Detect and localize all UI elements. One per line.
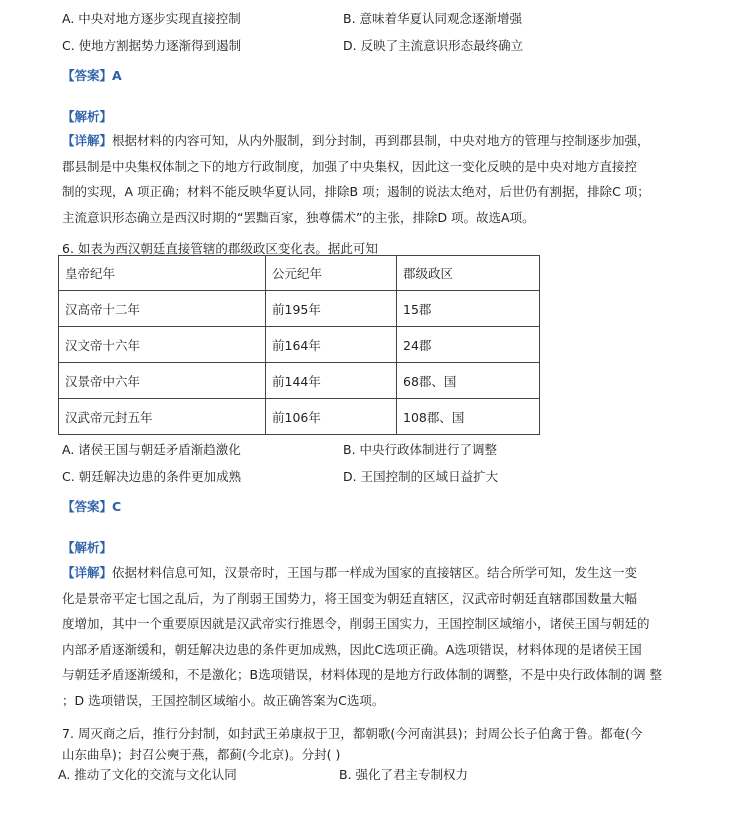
table-cell: 68郡、国	[397, 363, 540, 399]
q5-option-b: B. 意味着华夏认同观念逐渐增强	[343, 11, 523, 26]
q5-detail-line: 郡县制是中央集权体制之下的地方行政制度，加强了中央集权，因此这一变化反映的是中央对地方直接控	[62, 158, 638, 174]
q6-detail-line: 依据材料信息可知，汉景帝时，王国与郡一样成为国家的直接辖区。结合所学可知，发生这一变	[112, 565, 638, 580]
q7-stem-line: 7. 周灭商之后，推行分封制，如封武王弟康叔于卫，都朝歌(今河南淇县)；封周公长子伯禽于鲁。都奄(今	[62, 726, 643, 741]
q6-option-c: C. 朝廷解决边患的条件更加成熟	[62, 469, 242, 484]
q7-option-b: B. 强化了君主专制权力	[339, 767, 469, 782]
table-row	[59, 363, 540, 399]
q5-option-d: D. 反映了主流意识形态最终确立	[343, 38, 524, 53]
q5-answer	[62, 66, 122, 84]
answer-value: C	[112, 499, 122, 514]
table-cell: 15郡	[397, 291, 540, 327]
q5-detail-line: 根据材料的内容可知，从内外服制，到分封制，再到郡县制，中央对地方的管理与控制逐步加强，	[112, 133, 650, 148]
q6-analysis-tag: 【解析】	[62, 540, 113, 555]
table-cell: 24郡	[397, 327, 540, 363]
answer-tag: 【答案】	[62, 499, 113, 514]
table-cell: 汉武帝元封五年	[59, 399, 266, 435]
table-cell: 108郡、国	[397, 399, 540, 435]
q6-detail-paragraph	[62, 560, 678, 713]
table-cell: 汉高帝十二年	[59, 291, 266, 327]
q6-detail-line: 内部矛盾逐渐缓和，朝廷解决边患的条件更加成熟，因此C选项正确。A选项错误，材料体现的是诸侯王国	[62, 641, 642, 657]
q5-detail-line: 主流意识形态确立是西汉时期的“罢黜百家，独尊儒术”的主张，排除D 项。故选A项。	[62, 209, 535, 225]
q6-detail-line: ；D 选项错误，王国控制区域缩小。故正确答案为C选项。	[62, 692, 385, 708]
table-header-cell: 公元纪年	[266, 256, 397, 291]
table-header-cell: 郡级政区	[397, 256, 540, 291]
q5-option-a: A. 中央对地方逐步实现直接控制	[62, 11, 241, 26]
q6-table	[58, 255, 540, 435]
q6-option-a: A. 诸侯王国与朝廷矛盾渐趋激化	[62, 442, 241, 457]
q5-option-c: C. 使地方割据势力逐渐得到遏制	[62, 38, 242, 53]
table-row	[59, 399, 540, 435]
q5-detail-paragraph	[62, 128, 678, 230]
table-cell: 前144年	[266, 363, 397, 399]
detail-tag: 【详解】	[62, 133, 113, 148]
q7-option-a: A. 推动了文化的交流与文化认同	[58, 767, 237, 782]
q6-detail-line: 与朝廷矛盾逐渐缓和，不是激化；B选项错误，材料体现的是地方行政体制的调整，不是中央行政体制的调 整	[62, 667, 663, 682]
table-cell: 汉文帝十六年	[59, 327, 266, 363]
answer-value: A	[112, 68, 122, 83]
q6-stem: 6. 如表为西汉朝廷直接管辖的郡级政区变化表。据此可知	[62, 241, 378, 256]
answer-tag: 【答案】	[62, 68, 113, 83]
q6-answer	[62, 497, 121, 515]
q7-stem	[62, 723, 678, 765]
q6-option-d: D. 王国控制的区域日益扩大	[343, 469, 499, 484]
table-cell: 前106年	[266, 399, 397, 435]
table-cell: 前164年	[266, 327, 397, 363]
table-row	[59, 291, 540, 327]
q6-detail-line: 化是景帝平定七国之乱后，为了削弱王国势力，将王国变为朝廷直辖区，汉武帝时朝廷直辖郡国数量大幅	[62, 590, 638, 606]
table-cell: 汉景帝中六年	[59, 363, 266, 399]
q7-stem-line: 山东曲阜)；封召公奭于燕，都蓟(今北京)。分封( )	[62, 747, 341, 762]
detail-tag: 【详解】	[62, 565, 113, 580]
q5-analysis-tag: 【解析】	[62, 109, 113, 124]
q6-detail-line: 度增加，其中一个重要原因就是汉武帝实行推恩令，削弱王国实力，王国控制区域缩小，诸侯王国与朝廷的	[62, 616, 650, 631]
table-header-row	[59, 256, 540, 291]
table-cell: 前195年	[266, 291, 397, 327]
q5-detail-line: 制的实现，A 项正确；材料不能反映华夏认同，排除B 项；遏制的说法太绝对，后世仍有割据，排除C 项；	[62, 184, 650, 199]
table-row	[59, 327, 540, 363]
q6-option-b: B. 中央行政体制进行了调整	[343, 442, 498, 457]
table-header-cell: 皇帝纪年	[59, 256, 266, 291]
